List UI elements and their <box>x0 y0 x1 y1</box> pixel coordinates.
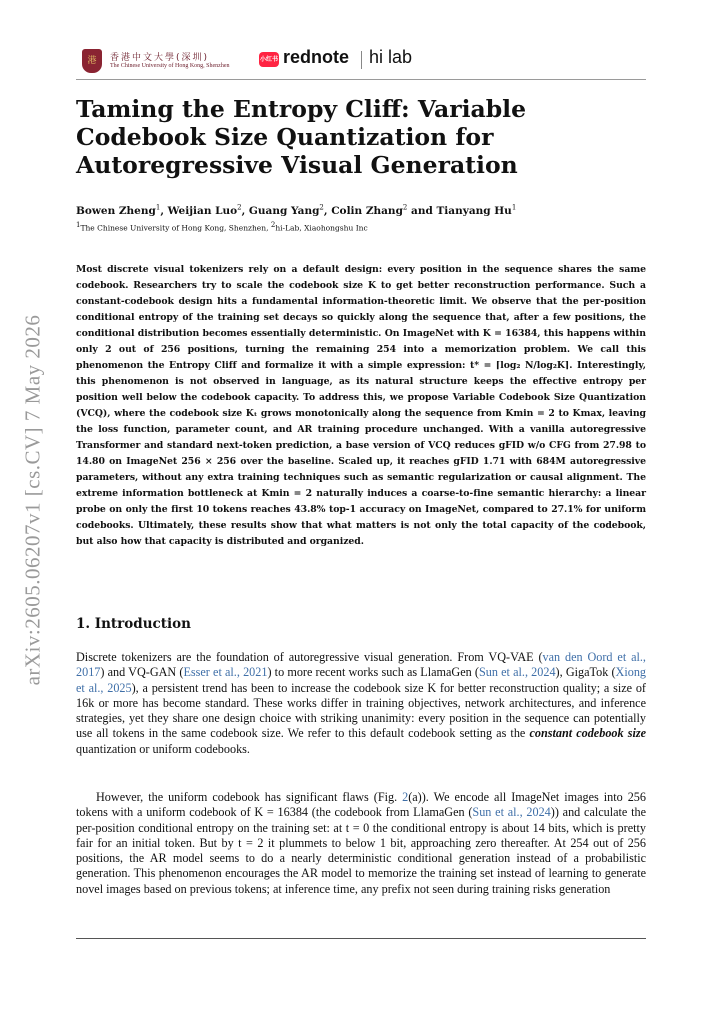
emphasized-term: constant codebook size <box>529 726 646 741</box>
rednote-logo-icon: 小红书 <box>259 52 279 67</box>
paper-title: Taming the Entropy Cliff: Variable Codebook Size Quantization for Autoregressive Visual Generation <box>76 95 527 179</box>
arxiv-sidebar <box>10 300 56 700</box>
author: Colin Zhang$^2$ and <box>331 203 437 217</box>
author: Weijian Luo$^2$, <box>167 203 249 217</box>
paragraph-text: quantization or uniform codebooks. <box>76 741 250 756</box>
citation-link[interactable]: Esser et al., 2021 <box>183 665 268 680</box>
paragraph-text: ), a persistent trend has been to increase the codebook size K for better reconstruction quality; a size of 16k or more has become standard. These works differ in training objectives, network architectures, and inference strategies, yet they share one design choice with striking unanimity: every position in the sequence can potentially use all tokens in the same codebook size. We refer to this default codebook setting as the <box>76 680 646 741</box>
author: Bowen Zheng$^1$, <box>76 203 168 217</box>
affiliations: $^1$The Chinese University of Hong Kong, Shenzhen, $^2$hi-Lab, Xiaohongshu Inc <box>76 221 368 233</box>
paragraph-text: )) and calculate the per-position conditional entropy on the training set: at t = 0 the conditional entropy is about 14 bits, which is pretty fair for an initial token. But by t = 2 it plummets to below 1 bit, approaching zero thereafter. At 254 out of 256 positions, the AR model seems to do a nearly deterministic conditional generation instead of a probabilistic generation. This phenomenon encourages the AR model to memorize the training set instead of learning to generate novel images based on previous tokens; at inference time, any prefix not seen during training risks generation <box>76 805 647 896</box>
rednote-logo-text: rednote <box>283 47 350 67</box>
logo-divider <box>361 51 362 69</box>
paragraph-text: ), GigaTok ( <box>555 665 616 680</box>
footnote-rule <box>76 938 646 939</box>
author-list <box>76 203 516 217</box>
author: Tianyang Hu$^1$ <box>436 203 517 217</box>
page-header <box>76 46 646 80</box>
hi-lab-logo-text: hi lab <box>369 47 413 67</box>
citation-link[interactable]: Xiong et al., 2025 <box>76 665 647 695</box>
header-rule <box>76 79 646 80</box>
intro-paragraph-2 <box>76 790 646 897</box>
citation-link[interactable]: 2 <box>402 790 409 804</box>
author: Guang Yang$^2$, <box>248 203 332 217</box>
abstract: Most discrete visual tokenizers rely on a default design: every position in the sequence shares the same codebook. Researchers try to scale the codebook size K to get better reconstruction performance. Such a constant-codebook design hits a fundamental information-theoretic limit. We observe that the per-position conditional entropy of the training set decays so quickly along the sequence that, after a few positions, the conditional distribution becomes essentially deterministic. On ImageNet with K = 16384, this happens within only 2 out of 256 positions, turning the remaining 254 into a memorization problem. We call this phenomenon the Entropy Cliff and formalize it with a simple expression: t* = ⌈log₂ N/log₂K⌉. Interestingly, this phenomenon is not observed in language, as its natural structure keeps the effective entropy per position well below the codebook capacity. To address this, we propose Variable Codebook Size Quantization (VCQ), where the codebook size Kₜ grows monotonically along the sequence from Kmin = 2 to Kmax, leaving the loss function, parameter count, and AR training procedure unchanged. With a vanilla autoregressive Transformer and standard next-token prediction, a base version of VCQ reduces gFID w/o CFG from 27.98 to 14.80 on ImageNet 256 × 256 over the baseline. Scaled up, it reaches gFID 1.71 with 684M autoregressive parameters, without any extra training techniques such as semantic regularization or causal alignment. The extreme information bottleneck at Kmin = 2 naturally induces a coarse-to-fine semantic hierarchy: a linear probe on only the first 10 tokens reaches 43.8% top-1 accuracy on ImageNet, compared to 27.1% for uniform codebooks. Ultimately, these results show that what matters is not only the total capacity of the codebook, but also how that capacity is distributed and organized. <box>76 264 646 547</box>
paragraph-text: ) and VQ-GAN ( <box>100 665 184 680</box>
cuhk-logo-english: The Chinese University of Hong Kong, Shenzhen <box>110 63 230 69</box>
paragraph-text: ) to more recent works such as LlamaGen ( <box>267 665 479 680</box>
arxiv-identifier: arXiv:2605.06207v1 [cs.CV] 7 May 2026 <box>20 314 45 686</box>
paragraph-text: (a)). We encode all ImageNet images into 256 tokens with a uniform codebook of K = 16384 (the codebook from LlamaGen ( <box>76 790 646 820</box>
paragraph-text: However, the uniform codebook has significant flaws (Fig. <box>96 790 403 804</box>
section-heading: 1. Introduction <box>76 616 191 632</box>
citation-link[interactable]: Sun et al., 2024 <box>472 805 551 820</box>
cuhk-crest-icon: 港 <box>82 49 102 73</box>
intro-paragraph-1 <box>76 650 646 757</box>
citation-link[interactable]: Sun et al., 2024 <box>478 665 556 680</box>
cuhk-logo-chinese: 香港中文大學(深圳) <box>110 53 210 63</box>
paragraph-text: Discrete tokenizers are the foundation of autoregressive visual generation. From VQ-VAE ( <box>76 650 543 664</box>
citation-link[interactable]: van den Oord et al., 2017 <box>76 650 646 680</box>
